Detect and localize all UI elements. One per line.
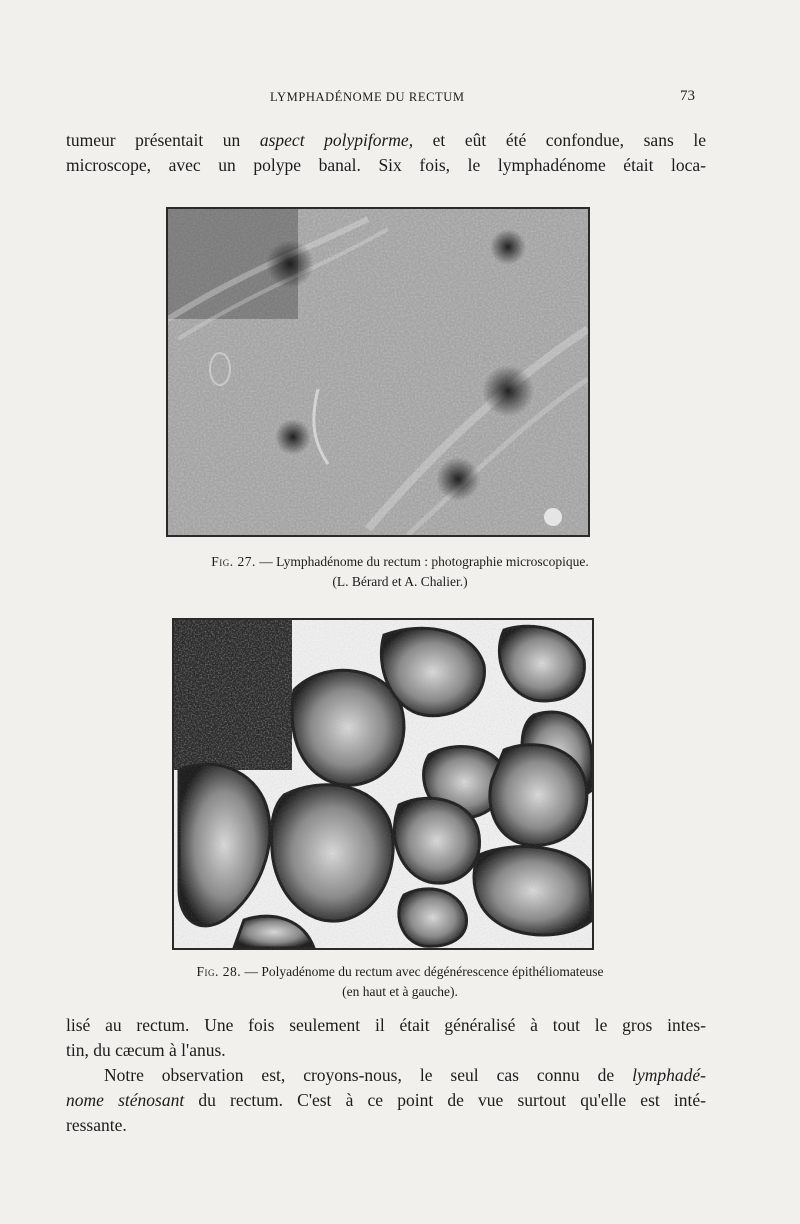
caption-text: — Polyadénome du rectum avec dégénérescence épithéliomateuse	[241, 964, 604, 979]
body-line-2: tin, du cæcum à l'anus.	[66, 1040, 226, 1060]
intro-line-1	[66, 128, 706, 153]
body-line-4	[66, 1088, 706, 1113]
figure-27-caption-line	[120, 552, 680, 572]
intro-line-2: microscope, avec un polype banal. Six fois, le lymphadénome était loca-	[66, 155, 706, 175]
body-emphasis: nome sténosant	[66, 1090, 185, 1110]
intro-text: tumeur présentait un	[66, 130, 260, 150]
body-line-3	[66, 1063, 706, 1088]
page-number: 73	[680, 88, 695, 104]
intro-paragraph	[66, 128, 706, 178]
body-paragraph-2	[66, 1063, 706, 1138]
intro-text: et eût été confondue, sans le	[413, 130, 706, 150]
figure-28-photograph	[172, 618, 594, 950]
figure-28-caption-line	[110, 962, 690, 982]
microscopy-image	[168, 209, 588, 535]
body-emphasis: lymphadé-	[632, 1065, 706, 1085]
figure-27-caption	[120, 552, 680, 592]
figure-27-photograph	[166, 207, 590, 537]
figure-label: Fig. 27.	[211, 554, 256, 569]
running-head: LYMPHADÉNOME DU RECTUM	[270, 90, 465, 104]
body-line-1: lisé au rectum. Une fois seulement il était généralisé à tout le gros intes-	[66, 1015, 706, 1035]
body-text: Notre observation est, croyons-nous, le seul cas connu de	[104, 1065, 633, 1085]
caption-text: — Lymphadénome du rectum : photographie microscopique.	[255, 554, 589, 569]
figure-28-caption	[110, 962, 690, 1002]
body-text: du rectum. C'est à ce point de vue surtout qu'elle est inté-	[184, 1090, 706, 1110]
figure-27-credit: (L. Bérard et A. Chalier.)	[332, 574, 468, 589]
body-line-5: ressante.	[66, 1115, 127, 1135]
figure-28-caption-line-2: (en haut et à gauche).	[342, 984, 458, 999]
body-paragraph-1	[66, 1013, 706, 1063]
intro-emphasis: aspect polypiforme,	[259, 130, 414, 150]
figure-label: Fig. 28.	[196, 964, 242, 979]
polyadenoma-image	[174, 620, 592, 948]
